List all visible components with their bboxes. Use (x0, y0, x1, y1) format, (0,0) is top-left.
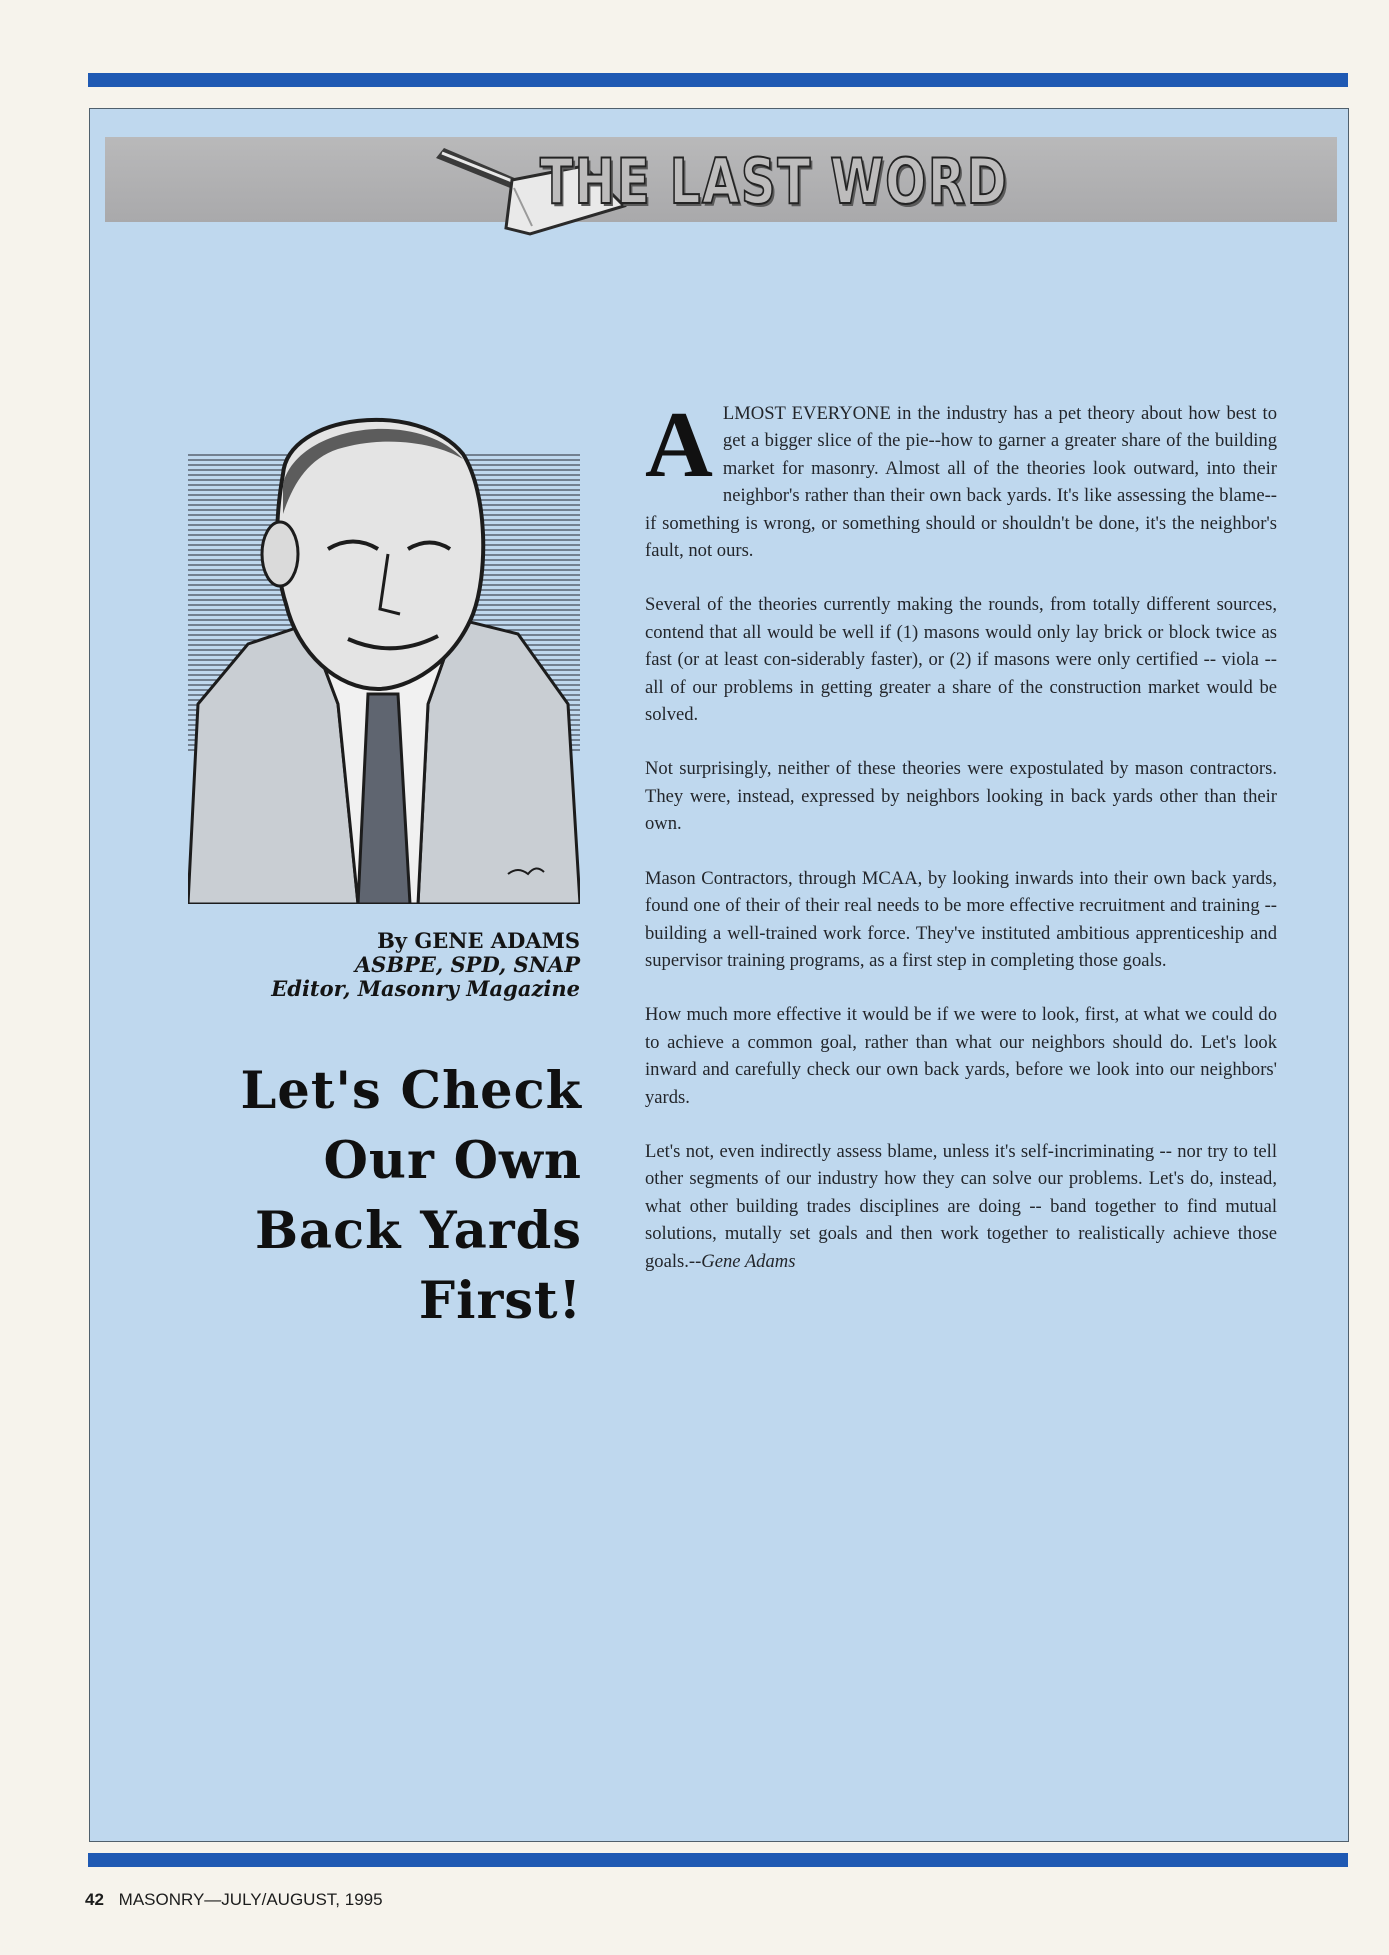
paragraph-2: Several of the theories currently making the rounds, from totally different sources, contend that all would be well if (1) masons would only lay brick or block twice as fast (or at least con-siderably faster), or (2) if masons were only certified -- viola -- all of our problems in getting greater a share of the construction market would be solved. (645, 594, 1277, 726)
publication-info: MASONRY—JULY/AUGUST, 1995 (118, 1890, 383, 1909)
page-number: 42 (85, 1890, 104, 1909)
byline-role: Editor, Masonry Magazine (271, 976, 580, 1001)
byline-author: By GENE ADAMS (377, 928, 580, 953)
top-blue-rule (88, 73, 1348, 87)
bottom-blue-rule (88, 1853, 1348, 1867)
author-signature: Gene Adams (701, 1250, 796, 1272)
headline-line-1: Let's Check (240, 1061, 582, 1121)
paragraph-3: Not surprisingly, neither of these theories were expostulated by mason contractors. They were, instead, expressed by neighbors looking in back yards other than their own. (645, 758, 1277, 835)
article-body (645, 393, 1277, 1302)
section-title: THE LAST WORD (540, 145, 1009, 218)
article-headline (190, 1056, 582, 1336)
page-footer (85, 1890, 383, 1910)
paragraph-4: Mason Contractors, through MCAA, by looking inwards into their own back yards, found one of their of their real needs to be more effective recruitment and training -- building a well-trained work force. They've instituted ambitious apprenticeship and supervisor training programs, as a first step in completing those goals. (645, 867, 1277, 971)
headline-line-4: First! (418, 1271, 582, 1331)
byline-affiliations: ASBPE, SPD, SNAP (354, 952, 580, 977)
portrait-illustration (188, 404, 580, 904)
paragraph-1-text: LMOST EVERYONE in the industry has a pet theory about how best to get a bigger slice of the pie--how to garner a greater share of the building market for masonry. Almost all of the theories look outward, into their neighbor's rather than their own back yards. It's like assessing the blame--if something is wrong, or something should or shouldn't be done, it's the neighbor's fault, not ours. (645, 403, 1277, 562)
paragraph-6-text: Let's not, even indirectly assess blame, unless it's self-incriminating -- nor try to tell other segments of our industry how they can solve our problems. Let's do, instead, what other building trades disciplines are doing -- band together to find mutual solutions, mutally set goals and then work together to realistically achieve those goals.-- (645, 1140, 1277, 1272)
paragraph-1 (645, 393, 1277, 564)
drop-cap: A (645, 393, 713, 497)
byline (200, 929, 580, 1001)
headline-line-3: Back Yards (254, 1201, 582, 1261)
paragraph-6 (645, 1138, 1277, 1275)
paragraph-5: How much more effective it would be if we were to look, first, at what we could do to achieve a common goal, rather than what our neighbors should do. Let's look inward and carefully check our own back yards, before we look into our neighbors' yards. (645, 1004, 1277, 1108)
headline-line-2: Our Own (323, 1131, 582, 1191)
